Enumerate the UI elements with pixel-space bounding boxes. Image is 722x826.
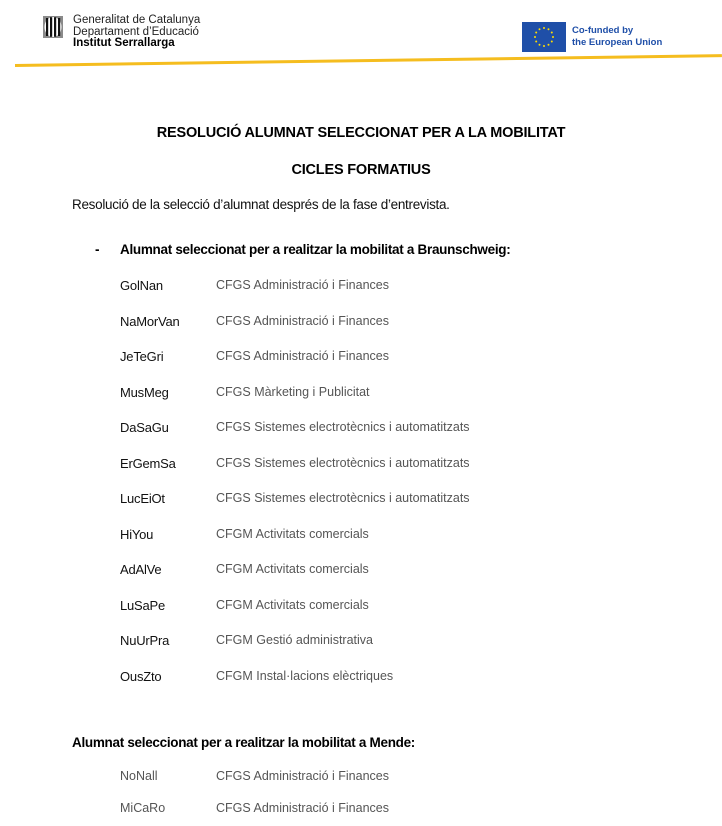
- section-heading-text: Alumnat seleccionat per a realitzar la mobilitat a Braunschweig:: [120, 242, 511, 257]
- student-row: [120, 799, 389, 817]
- student-course: CFGS Administració i Finances: [216, 769, 389, 783]
- student-name: ErGemSa: [120, 455, 176, 471]
- student-course: CFGS Administració i Finances: [216, 314, 389, 328]
- student-row: [120, 525, 369, 543]
- student-name: NoNall: [120, 769, 158, 783]
- student-row: [120, 631, 373, 649]
- student-course: CFGM Gestió administrativa: [216, 633, 373, 647]
- eu-line-1: Co-funded by: [572, 25, 634, 36]
- student-name: MiCaRo: [120, 801, 166, 815]
- student-name: HiYou: [120, 526, 154, 542]
- school-name: Institut Serrallarga: [73, 37, 175, 49]
- student-name: NaMorVan: [120, 313, 180, 329]
- student-name: MusMeg: [120, 384, 169, 400]
- student-course: CFGS Sistemes electrotècnics i automatitzats: [216, 420, 470, 434]
- student-name: OusZto: [120, 668, 162, 684]
- student-name: LuSaPe: [120, 597, 166, 613]
- student-course: CFGS Administració i Finances: [216, 801, 389, 815]
- student-row: [120, 383, 370, 401]
- student-row: [120, 489, 470, 507]
- intro-paragraph: Resolució de la selecció d’alumnat després de la fase d’entrevista.: [72, 197, 450, 212]
- student-name: AdAlVe: [120, 561, 162, 577]
- student-course: CFGM Activitats comercials: [216, 562, 369, 576]
- student-name: JeTeGri: [120, 348, 164, 364]
- eu-cofunded-text: [572, 25, 662, 49]
- student-name: NuUrPra: [120, 632, 170, 648]
- header-accent-line: [15, 54, 722, 67]
- student-row: [120, 767, 389, 785]
- student-course: CFGM Activitats comercials: [216, 598, 369, 612]
- student-row: [120, 312, 389, 330]
- section-heading-mende: Alumnat seleccionat per a realitzar la mobilitat a Mende:: [72, 735, 416, 750]
- generalitat-logo-icon: [43, 16, 63, 38]
- student-name: GolNan: [120, 277, 163, 293]
- student-row: [120, 418, 470, 436]
- eu-cofunding-badge: [522, 22, 662, 52]
- eu-flag-icon: [522, 22, 566, 52]
- student-course: CFGS Sistemes electrotècnics i automatitzats: [216, 491, 470, 505]
- institution-header: [43, 15, 200, 50]
- student-row: [120, 347, 389, 365]
- student-name: DaSaGu: [120, 419, 169, 435]
- student-course: CFGM Activitats comercials: [216, 527, 369, 541]
- student-course: CFGS Administració i Finances: [216, 349, 389, 363]
- student-row: [120, 667, 393, 685]
- student-name: LucEiOt: [120, 490, 165, 506]
- student-course: CFGS Màrketing i Publicitat: [216, 385, 370, 399]
- student-row: [120, 596, 369, 614]
- student-course: CFGS Sistemes electrotècnics i automatitzats: [216, 456, 470, 470]
- student-row: [120, 454, 470, 472]
- eu-line-2: the European Union: [572, 37, 663, 48]
- document-subtitle: CICLES FORMATIUS: [291, 162, 431, 178]
- org-line-2: Departament d’Educació: [73, 25, 199, 38]
- list-bullet: -: [95, 242, 100, 257]
- student-course: CFGM Instal·lacions elèctriques: [216, 669, 394, 683]
- section-heading-braunschweig: [95, 242, 510, 257]
- org-line-1: Generalitat de Catalunya: [73, 14, 201, 26]
- student-course: CFGS Administració i Finances: [216, 278, 389, 292]
- institution-name: [73, 15, 200, 50]
- student-row: [120, 560, 369, 578]
- student-row: [120, 276, 389, 294]
- document-title: RESOLUCIÓ ALUMNAT SELECCIONAT PER A LA MOBILITAT: [156, 125, 566, 141]
